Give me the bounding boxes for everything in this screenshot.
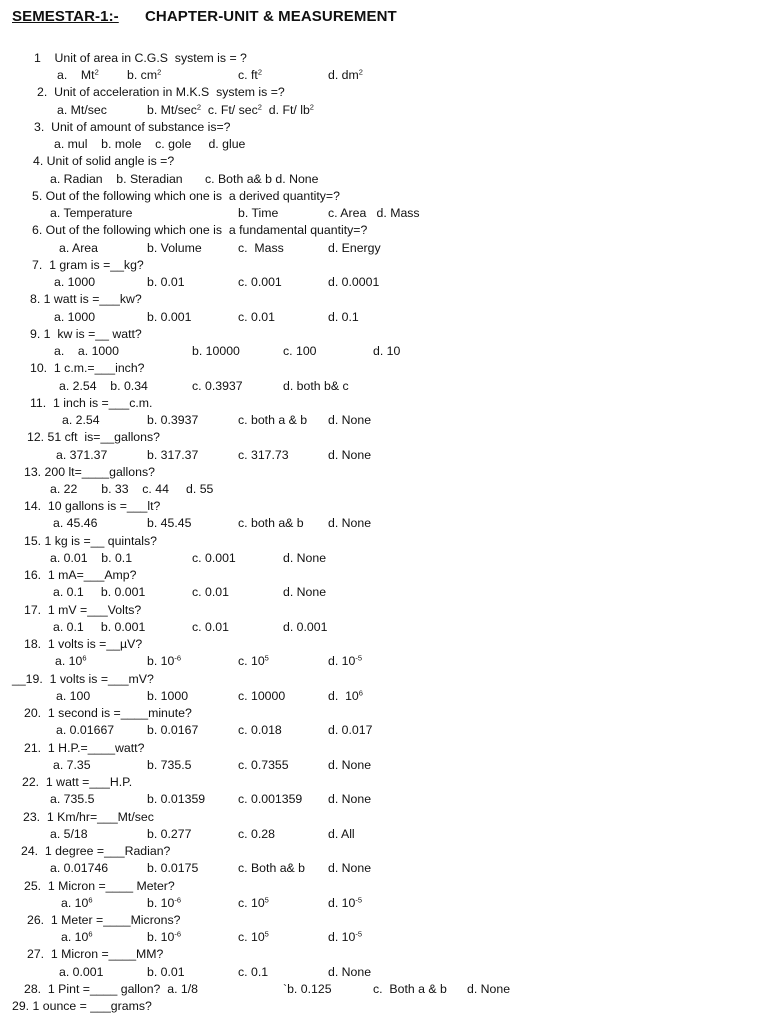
option-text: d. 0.001 [283, 620, 328, 634]
option-text: a. 735.5 [50, 792, 95, 806]
question-text: 17. 1 mV =___Volts? [24, 603, 142, 617]
question-line [0, 326, 768, 343]
question-text: 4. Unit of solid angle is =? [33, 154, 175, 168]
question-text: 25. 1 Micron =____ Meter? [24, 879, 175, 893]
option-text: c. Both a& b [238, 861, 305, 875]
option-text: b. $Mt/\sec^2$ c. Ft/ $\sec^2 d$. Ft/ $lb^2$ [147, 102, 314, 117]
options-line [0, 274, 768, 291]
option-text: c. Mass [238, 241, 284, 255]
option-text: d. None [283, 551, 327, 565]
question-text: 23. 1 Km/hr=___Mt/sec [23, 810, 154, 824]
option-text: d. None [467, 982, 511, 996]
option-text: b. 0.277 [147, 827, 192, 841]
question-text: 28. 1 Pint =____ gallon? a. 1/8 [24, 982, 198, 996]
option-text: c. $ft^2$ [238, 67, 262, 82]
question-text: 13. 200 lt=____gallons? [24, 465, 155, 479]
options-line [0, 171, 768, 188]
options-line [0, 447, 768, 464]
option-text: c. Both a& b d. None [205, 172, 319, 186]
question-text: 5. Out of the following which one is a derived quantity=? [32, 189, 340, 203]
option-text: b. 0.01 [147, 275, 185, 289]
options-line [0, 895, 768, 912]
question-text: 27. 1 Micron =____MM? [27, 947, 164, 961]
option-text: c. 317.73 [238, 448, 289, 462]
question-line [0, 946, 768, 963]
question-line [0, 84, 768, 101]
option-text: d. 0.017 [328, 723, 373, 737]
question-line [0, 878, 768, 895]
option-text: a. $10^6$ [61, 929, 93, 944]
question-line [0, 498, 768, 515]
question-line [0, 636, 768, 653]
option-text: d. $10^{-5}$ [328, 929, 363, 944]
question-line [0, 50, 768, 67]
question-text: 2. Unit of acceleration in M.K.S system is =? [37, 85, 285, 99]
option-text: c. 10000 [238, 689, 286, 703]
option-text: b. Time [238, 206, 279, 220]
question-line [0, 567, 768, 584]
question-text: 26. 1 Meter =____Microns? [27, 913, 181, 927]
question-text: 6. Out of the following which one is a fundamental quantity=? [32, 223, 368, 237]
question-text: 16. 1 mA=___Amp? [24, 568, 137, 582]
question-line [0, 188, 768, 205]
option-text: d. None [328, 965, 372, 979]
option-text: b. $10^{-6}$ [147, 929, 182, 944]
options-line [0, 378, 768, 395]
option-text: c. 0.001 [192, 551, 236, 565]
options-line [0, 240, 768, 257]
option-text: c. $10^5$ [238, 653, 269, 668]
option-text: d. $10^6$ [328, 688, 363, 703]
option-text: b. 45.45 [147, 516, 192, 530]
options-line [0, 550, 768, 567]
question-line [0, 533, 768, 550]
option-text: a. Radian b. Steradian [50, 172, 183, 186]
options-line [0, 136, 768, 153]
option-text: `b. 0.125 [283, 982, 332, 996]
option-text: c. 0.01 [238, 310, 275, 324]
option-text: d. None [328, 516, 372, 530]
question-line [0, 705, 768, 722]
options-line [0, 722, 768, 739]
option-text: c. 0.001 [238, 275, 282, 289]
options-line [0, 619, 768, 636]
option-text: a. 0.01746 [50, 861, 109, 875]
option-text: a. 45.46 [53, 516, 98, 530]
option-text: d. None [328, 758, 372, 772]
question-line [0, 740, 768, 757]
option-text: d. both b& c [283, 379, 349, 393]
option-text: c. 0.01 [192, 620, 229, 634]
question-line [0, 912, 768, 929]
question-line [0, 998, 768, 1015]
option-text: a. Temperature [50, 206, 133, 220]
question-line [0, 222, 768, 239]
options-line [0, 481, 768, 498]
option-text: a. a. 1000 [54, 344, 119, 358]
question-line [0, 774, 768, 791]
options-line [0, 929, 768, 946]
option-text: c. 0.01 [192, 585, 229, 599]
question-line [0, 257, 768, 274]
question-text: 22. 1 watt =___H.P. [22, 775, 133, 789]
option-text: d. None [328, 448, 372, 462]
question-line [0, 429, 768, 446]
option-text: d. 10 [373, 344, 401, 358]
options-line [0, 584, 768, 601]
options-line [0, 826, 768, 843]
option-text: d. 0.1 [328, 310, 359, 324]
option-text: a. 100 [56, 689, 91, 703]
option-text: a. 0.01 b. 0.1 [50, 551, 133, 565]
question-text: 10. 1 c.m.=___inch? [30, 361, 145, 375]
option-text: c. $10^5$ [238, 929, 269, 944]
option-text: a. 0.001 [59, 965, 104, 979]
option-text: a. 371.37 [56, 448, 108, 462]
option-text: b. $cm^2$ [127, 67, 162, 82]
option-text: c. 0.7355 [238, 758, 289, 772]
option-text: b. $10^{-6}$ [147, 653, 182, 668]
options-line [0, 412, 768, 429]
option-text: a. mul b. mole c. gole d. glue [54, 137, 246, 151]
option-text: d. None [328, 792, 372, 806]
question-text: 20. 1 second is =____minute? [24, 706, 192, 720]
option-text: a. 0.1 b. 0.001 [53, 585, 146, 599]
question-line [0, 119, 768, 136]
question-line [0, 360, 768, 377]
chapter-title: CHAPTER-UNIT & MEASUREMENT [145, 8, 397, 25]
options-line [0, 688, 768, 705]
option-text: d. None [328, 413, 372, 427]
option-text: a. Mt$^2$ [57, 67, 99, 82]
option-text: b. 317.37 [147, 448, 199, 462]
question-text: 11. 1 inch is =___c.m. [30, 396, 153, 410]
option-text: c. Area d. Mass [328, 206, 420, 220]
semester-heading: SEMESTAR-1:- [12, 8, 119, 25]
question-line [0, 291, 768, 308]
option-text: b. 0.01359 [147, 792, 206, 806]
option-text: a. 22 b. 33 c. 44 d. 55 [50, 482, 214, 496]
question-line [0, 602, 768, 619]
options-line [0, 309, 768, 326]
options-line [0, 343, 768, 360]
question-text: __19. 1 volts is =___mV? [12, 672, 154, 686]
option-text: b. 0.0167 [147, 723, 199, 737]
option-text: d. All [328, 827, 355, 841]
options-line [0, 67, 768, 84]
option-text: c. 0.1 [238, 965, 269, 979]
question-text: 29. 1 ounce = ___grams? [12, 999, 152, 1013]
option-text: b. 0.01 [147, 965, 185, 979]
option-text: a. $10^6$ [61, 895, 93, 910]
option-text: a. Area [59, 241, 98, 255]
option-text: b. $10^{-6}$ [147, 895, 182, 910]
question-text: 3. Unit of amount of substance is=? [34, 120, 231, 134]
options-line [0, 964, 768, 981]
option-text: b. 1000 [147, 689, 189, 703]
options-line [0, 205, 768, 222]
option-text: d. None [328, 861, 372, 875]
question-text: 12. 51 cft is=__gallons? [27, 430, 160, 444]
option-text: a. 1000 [54, 310, 96, 324]
question-line [0, 671, 768, 688]
options-line [0, 515, 768, 532]
option-text: b. 10000 [192, 344, 240, 358]
option-text: b. 0.3937 [147, 413, 199, 427]
option-text: b. 735.5 [147, 758, 192, 772]
question-line [0, 395, 768, 412]
option-text: d. $10^{-5}$ [328, 653, 363, 668]
option-text: c. 0.001359 [238, 792, 303, 806]
option-text: a. 7.35 [53, 758, 91, 772]
option-text: b. Volume [147, 241, 202, 255]
option-text: a. Mt/sec [57, 103, 107, 117]
option-text: b. 0.0175 [147, 861, 199, 875]
option-text: c. 100 [283, 344, 317, 358]
options-line [0, 791, 768, 808]
option-text: a. 5/18 [50, 827, 88, 841]
option-text: c. both a& b [238, 516, 304, 530]
option-text: c. both a & b [238, 413, 308, 427]
question-text: 24. 1 degree =___Radian? [21, 844, 171, 858]
question-text: 18. 1 volts is =__µV? [24, 637, 143, 651]
option-text: a. 2.54 [62, 413, 100, 427]
option-text: a. $10^6$ [55, 653, 87, 668]
question-line [0, 464, 768, 481]
question-text: 1 Unit of area in C.G.S system is = ? [34, 51, 247, 65]
question-line [0, 981, 768, 998]
question-line [0, 809, 768, 826]
options-line [0, 757, 768, 774]
option-text: a. 0.1 b. 0.001 [53, 620, 146, 634]
option-text: c. 0.018 [238, 723, 282, 737]
option-text: c. $10^5$ [238, 895, 269, 910]
option-text: c. 0.28 [238, 827, 275, 841]
question-line [0, 153, 768, 170]
option-text: b. 0.001 [147, 310, 192, 324]
option-text: d. $dm^2$ [328, 67, 363, 82]
question-text: 8. 1 watt is =___kw? [30, 292, 142, 306]
question-text: 14. 10 gallons is =___lt? [24, 499, 161, 513]
option-text: d. 0.0001 [328, 275, 380, 289]
options-line [0, 653, 768, 670]
question-line [0, 843, 768, 860]
option-text: d. $10^{-5}$ [328, 895, 363, 910]
question-text: 15. 1 kg is =__ quintals? [24, 534, 157, 548]
option-text: c. 0.3937 [192, 379, 243, 393]
option-text: c. Both a & b [373, 982, 447, 996]
option-text: a. 1000 [54, 275, 96, 289]
options-line [0, 102, 768, 119]
option-text: a. 0.01667 [56, 723, 115, 737]
options-line [0, 860, 768, 877]
option-text: d. None [283, 585, 327, 599]
question-text: 9. 1 kw is =__ watt? [30, 327, 142, 341]
question-text: 21. 1 H.P.=____watt? [24, 741, 145, 755]
option-text: d. Energy [328, 241, 381, 255]
option-text: a. 2.54 b. 0.34 [59, 379, 148, 393]
question-text: 7. 1 gram is =__kg? [32, 258, 144, 272]
